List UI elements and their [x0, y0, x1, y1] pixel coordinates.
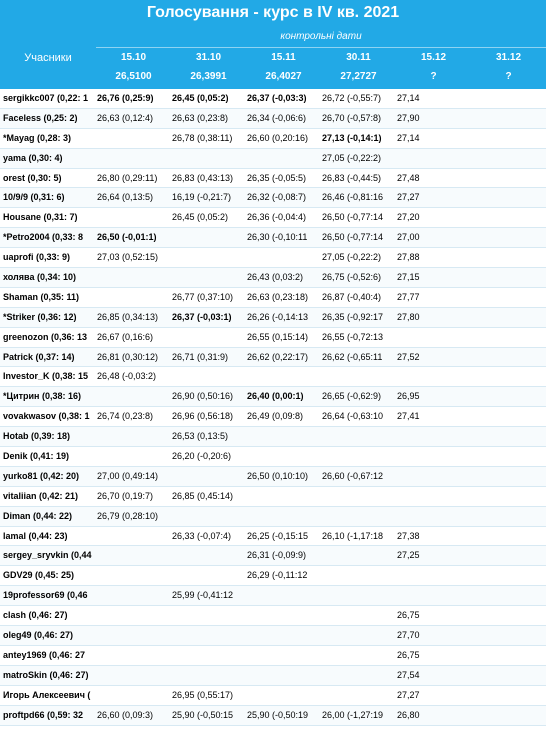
rate-value-3: 26,4027	[265, 71, 302, 82]
forecast-cell-1	[97, 566, 175, 585]
table-row	[0, 228, 546, 248]
forecast-cell-4: 26,62 (-0,65:11	[322, 351, 383, 362]
forecast-cell-2: 26,20 (-0,20:6)	[172, 451, 232, 462]
forecast-cell-5: 26,80	[397, 709, 420, 720]
forecast-cell-5: 27,20	[397, 212, 420, 223]
rate-value-1: 26,5100	[115, 71, 152, 82]
rate-value-5: ?	[430, 71, 437, 82]
forecast-cell-2: 26,45 (0,05:2)	[172, 212, 229, 223]
forecast-cell-4: 26,60 (-0,67:12	[322, 470, 384, 481]
forecast-cell-1	[97, 288, 175, 307]
forecast-cell-5	[397, 447, 437, 466]
participant-name: clash (0,46: 27)	[3, 610, 68, 621]
forecast-cell-2: 26,90 (0,50:16)	[172, 391, 234, 402]
forecast-cell-3	[247, 427, 325, 446]
forecast-cell-5	[397, 427, 437, 446]
forecast-cell-2: 26,95 (0,55:17)	[172, 689, 234, 700]
forecast-cell-4: 27,13 (-0,14:1)	[322, 132, 382, 143]
participant-name: greenozon (0,36: 13	[3, 331, 88, 342]
participant-name: vitaliian (0,42: 21)	[3, 490, 79, 501]
table-row	[0, 546, 546, 566]
forecast-cell-1: 26,80 (0,29:11)	[97, 172, 158, 183]
table-body	[0, 89, 546, 726]
forecast-cell-4: 26,50 (-0,77:14	[322, 212, 384, 223]
forecast-cell-5	[397, 566, 437, 585]
participant-name: antey1969 (0,46: 27	[3, 649, 86, 660]
forecast-cell-3: 26,35 (-0,05:5)	[247, 172, 307, 183]
forecast-cell-4: 26,65 (-0,62:9)	[322, 391, 382, 402]
forecast-cell-1: 26,48 (-0,03:2)	[97, 371, 157, 382]
forecast-cell-5: 27,52	[397, 351, 420, 362]
participants-header: Учасники	[24, 52, 72, 64]
date-header-6: 31.12	[495, 52, 522, 63]
forecast-cell-5: 27,88	[397, 252, 420, 263]
rate-value-4: 27,2727	[340, 71, 377, 82]
table-row	[0, 169, 546, 189]
forecast-cell-5	[397, 586, 437, 605]
forecast-cell-3	[247, 507, 325, 526]
forecast-cell-5: 26,95	[397, 391, 420, 402]
forecast-cell-1	[97, 606, 175, 625]
forecast-cell-5	[397, 467, 437, 486]
table-row	[0, 606, 546, 626]
forecast-cell-3: 26,26 (-0,14:13	[247, 311, 309, 322]
forecast-cell-1: 27,03 (0,52:15)	[97, 252, 159, 263]
forecast-cell-4: 26,75 (-0,52:6)	[322, 272, 382, 283]
forecast-cell-3: 26,37 (-0,03:3)	[247, 93, 307, 103]
participant-name: Игорь Алексеевич (	[3, 689, 91, 700]
participant-name: *Striker (0,36: 12)	[3, 311, 77, 322]
forecast-cell-3: 26,31 (-0,09:9)	[247, 550, 307, 561]
forecast-cell-5: 27,77	[397, 291, 420, 302]
table-row	[0, 487, 546, 507]
forecast-cell-2: 25,99 (-0,41:12	[172, 590, 234, 601]
participant-name: GDV29 (0,45: 25)	[3, 570, 75, 581]
table-row	[0, 109, 546, 129]
forecast-cell-5: 27,80	[397, 311, 420, 322]
forecast-cell-1	[97, 666, 175, 685]
forecast-cell-2	[172, 626, 250, 645]
forecast-cell-4	[322, 686, 400, 705]
participant-name: Shaman (0,35: 11)	[3, 291, 80, 302]
forecast-cell-4: 26,70 (-0,57:8)	[322, 112, 382, 123]
forecast-cell-3: 26,36 (-0,04:4)	[247, 212, 307, 223]
forecast-cell-3	[247, 646, 325, 665]
participant-name: Housane (0,31: 7)	[3, 212, 78, 223]
table-row	[0, 367, 546, 387]
forecast-cell-3	[247, 447, 325, 466]
participant-name: Faceless (0,25: 2)	[3, 112, 78, 123]
participant-name: Hotab (0,39: 18)	[3, 431, 71, 442]
forecast-cell-4: 26,83 (-0,44:5)	[322, 172, 382, 183]
forecast-cell-2: 26,63 (0,23:8)	[172, 112, 229, 123]
header-divider	[96, 47, 546, 48]
forecast-cell-1: 26,79 (0,28:10)	[97, 510, 159, 521]
forecast-cell-1: 26,85 (0,34:13)	[97, 311, 159, 322]
forecast-cell-1: 26,74 (0,23:8)	[97, 411, 154, 422]
forecast-cell-2: 26,53 (0,13:5)	[172, 431, 229, 442]
table-row	[0, 566, 546, 586]
forecast-cell-3: 26,32 (-0,08:7)	[247, 192, 307, 203]
forecast-cell-3: 26,30 (-0,10:11	[247, 232, 308, 243]
forecast-cell-2: 16,19 (-0,21:7)	[172, 192, 232, 203]
forecast-cell-2: 26,83 (0,43:13)	[172, 172, 234, 183]
participant-name: proftpd66 (0,59: 32	[3, 709, 84, 720]
forecast-cell-5: 27,00	[397, 232, 420, 243]
forecast-cell-2	[172, 328, 250, 347]
forecast-cell-5: 27,90	[397, 112, 420, 123]
forecast-cell-2: 26,71 (0,31:9)	[172, 351, 229, 362]
table-row	[0, 89, 546, 109]
forecast-cell-1	[97, 387, 175, 406]
forecast-cell-2: 26,78 (0,38:11)	[172, 132, 233, 143]
forecast-cell-3: 26,43 (0,03:2)	[247, 272, 304, 283]
participant-name: yama (0,30: 4)	[3, 152, 63, 163]
forecast-cell-4	[322, 586, 400, 605]
table-row	[0, 149, 546, 169]
forecast-cell-5	[397, 328, 437, 347]
table-row	[0, 507, 546, 527]
table-row	[0, 328, 546, 348]
participant-name: холява (0,34: 10)	[3, 272, 76, 283]
forecast-cell-3	[247, 626, 325, 645]
table-row	[0, 626, 546, 646]
date-header-5: 15.12	[420, 52, 447, 63]
forecast-cell-1: 26,70 (0,19:7)	[97, 490, 154, 501]
forecast-cell-2	[172, 546, 250, 565]
forecast-cell-1	[97, 268, 175, 287]
forecast-cell-3	[247, 149, 325, 168]
participant-name: Diman (0,44: 22)	[3, 510, 73, 521]
forecast-cell-4: 26,00 (-1,27:19	[322, 709, 384, 720]
forecast-cell-2	[172, 646, 250, 665]
participant-name: Denik (0,41: 19)	[3, 451, 70, 462]
forecast-cell-1: 26,76 (0,25:9)	[97, 93, 154, 103]
table-row	[0, 129, 546, 149]
forecast-cell-4	[322, 606, 400, 625]
participant-name: sergey_sryvkin (0,44	[3, 550, 92, 561]
forecast-cell-1: 26,67 (0,16:6)	[97, 331, 154, 342]
forecast-cell-5: 27,54	[397, 669, 420, 680]
forecast-cell-3	[247, 666, 325, 685]
forecast-cell-5	[397, 487, 437, 506]
forecast-cell-3: 26,50 (0,10:10)	[247, 470, 309, 481]
table-row	[0, 686, 546, 706]
participant-name: oleg49 (0,46: 27)	[3, 630, 74, 641]
table-row	[0, 467, 546, 487]
forecast-cell-3: 26,40 (0,00:1)	[247, 391, 304, 402]
forecast-cell-2	[172, 248, 250, 267]
participant-name: 19professor69 (0,46	[3, 590, 88, 601]
forecast-cell-1	[97, 686, 175, 705]
forecast-cell-2	[172, 467, 250, 486]
forecast-cell-5: 27,15	[397, 272, 420, 283]
table-row	[0, 208, 546, 228]
table-row	[0, 666, 546, 686]
forecast-cell-4	[322, 566, 400, 585]
forecast-cell-5: 27,70	[397, 630, 420, 641]
forecast-cell-2: 26,45 (0,05:2)	[172, 93, 229, 103]
forecast-cell-4	[322, 447, 400, 466]
forecast-cell-5: 27,41	[397, 411, 420, 422]
participant-name: uaprofi (0,33: 9)	[3, 252, 71, 263]
table-row	[0, 646, 546, 666]
date-header-4: 30.11	[346, 52, 371, 63]
forecast-cell-3	[247, 606, 325, 625]
forecast-cell-4	[322, 367, 400, 386]
control-dates-subtitle: контрольні дати	[280, 31, 362, 42]
forecast-cell-4: 27,05 (-0,22:2)	[322, 152, 382, 163]
forecast-cell-3	[247, 686, 325, 705]
forecast-cell-1	[97, 129, 175, 148]
forecast-cell-4: 26,87 (-0,40:4)	[322, 291, 382, 302]
forecast-cell-2	[172, 666, 250, 685]
forecast-cell-1: 26,63 (0,12:4)	[97, 112, 154, 123]
forecast-cell-3: 26,55 (0,15:14)	[247, 331, 309, 342]
forecast-cell-2: 26,77 (0,37:10)	[172, 291, 234, 302]
date-header-2: 31.10	[195, 52, 222, 63]
forecast-cell-4: 26,64 (-0,63:10	[322, 411, 384, 422]
forecast-cell-5: 26,75	[397, 649, 420, 660]
forecast-cell-2: 26,33 (-0,07:4)	[172, 530, 232, 541]
forecast-cell-1: 26,60 (0,09:3)	[97, 709, 154, 720]
forecast-cell-2	[172, 566, 250, 585]
forecast-cell-4	[322, 666, 400, 685]
table-row	[0, 586, 546, 606]
participant-name: *Цитрин (0,38: 16)	[3, 391, 82, 402]
forecast-cell-5: 27,48	[397, 172, 420, 183]
forecast-cell-1	[97, 149, 175, 168]
forecast-cell-2	[172, 228, 250, 247]
forecast-cell-2	[172, 149, 250, 168]
forecast-cell-4	[322, 646, 400, 665]
participant-name: matroSkin (0,46: 27)	[3, 669, 89, 680]
participant-name: orest (0,30: 5)	[3, 172, 62, 183]
forecast-cell-5: 26,75	[397, 610, 420, 621]
forecast-cell-2	[172, 507, 250, 526]
table-row	[0, 268, 546, 288]
forecast-cell-4	[322, 626, 400, 645]
forecast-cell-3	[247, 586, 325, 605]
table-row	[0, 447, 546, 467]
forecast-cell-4	[322, 427, 400, 446]
forecast-cell-3: 26,63 (0,23:18)	[247, 291, 309, 302]
forecast-cell-1	[97, 586, 175, 605]
forecast-cell-5	[397, 149, 437, 168]
table-row	[0, 288, 546, 308]
forecast-cell-1	[97, 527, 175, 546]
forecast-cell-4: 26,35 (-0,92:17	[322, 311, 384, 322]
forecast-cell-4: 26,50 (-0,77:14	[322, 232, 384, 243]
forecast-cell-1	[97, 626, 175, 645]
participant-name: yurko81 (0,42: 20)	[3, 470, 80, 481]
forecast-cell-1	[97, 546, 175, 565]
table-header	[0, 0, 546, 89]
forecast-cell-3	[247, 248, 325, 267]
forecast-cell-4	[322, 546, 400, 565]
forecast-cell-1	[97, 646, 175, 665]
forecast-cell-4: 26,46 (-0,81:16	[322, 192, 384, 203]
forecast-cell-5	[397, 367, 437, 386]
forecast-cell-2: 26,85 (0,45:14)	[172, 490, 234, 501]
forecast-cell-5: 27,14	[397, 132, 420, 143]
table-row	[0, 407, 546, 427]
participant-name: sergikkc007 (0,22: 1	[3, 93, 89, 103]
forecast-cell-3	[247, 367, 325, 386]
forecast-cell-3: 26,49 (0,09:8)	[247, 411, 304, 422]
participant-name: *Petro2004 (0,33: 8	[3, 232, 84, 243]
participant-name: vovakwasov (0,38: 1	[3, 411, 90, 422]
forecast-cell-3: 25,90 (-0,50:19	[247, 709, 309, 720]
forecast-cell-3: 26,60 (0,20:16)	[247, 132, 309, 143]
forecast-cell-5: 27,14	[397, 93, 420, 103]
forecast-cell-4: 26,55 (-0,72:13	[322, 331, 384, 342]
participant-name: *Mayag (0,28: 3)	[3, 132, 72, 143]
forecast-cell-2: 26,96 (0,56:18)	[172, 411, 234, 422]
table-row	[0, 427, 546, 447]
table-row	[0, 188, 546, 208]
participant-name: Patrick (0,37: 14)	[3, 351, 75, 362]
date-header-3: 15.11	[271, 52, 296, 63]
forecast-cell-5	[397, 507, 437, 526]
forecast-cell-3: 26,25 (-0,15:15	[247, 530, 309, 541]
forecast-cell-4	[322, 487, 400, 506]
date-header-1: 15.10	[120, 52, 147, 63]
page-title: Голосування - курс в IV кв. 2021	[146, 4, 400, 21]
forecast-cell-4: 27,05 (-0,22:2)	[322, 252, 382, 263]
forecast-cell-1: 26,50 (-0,01:1)	[97, 232, 157, 243]
forecast-cell-2	[172, 606, 250, 625]
forecast-cell-1	[97, 208, 175, 227]
forecast-cell-3: 26,34 (-0,06:6)	[247, 112, 307, 123]
forecast-cell-1: 27,00 (0,49:14)	[97, 470, 159, 481]
forecast-cell-2	[172, 268, 250, 287]
table-row	[0, 387, 546, 407]
forecast-cell-4	[322, 507, 400, 526]
table-row	[0, 527, 546, 547]
forecast-cell-3: 26,62 (0,22:17)	[247, 351, 309, 362]
forecast-cell-2: 26,37 (-0,03:1)	[172, 311, 232, 322]
forecast-cell-3: 26,29 (-0,11:12	[247, 570, 308, 581]
forecast-cell-4: 26,10 (-1,17:18	[322, 530, 384, 541]
forecast-cell-1	[97, 447, 175, 466]
forecast-cell-2	[172, 367, 250, 386]
forecast-cell-1: 26,81 (0,30:12)	[97, 351, 159, 362]
table-row	[0, 308, 546, 328]
table-row	[0, 706, 546, 726]
forecast-cell-1: 26,64 (0,13:5)	[97, 192, 154, 203]
forecast-cell-5: 27,25	[397, 550, 420, 561]
forecast-cell-5: 27,27	[397, 689, 420, 700]
forecast-cell-1	[97, 427, 175, 446]
forecast-cell-2: 25,90 (-0,50:15	[172, 709, 234, 720]
forecast-cell-5: 27,27	[397, 192, 420, 203]
rate-value-2: 26,3991	[190, 71, 227, 82]
forecast-cell-3	[247, 487, 325, 506]
participant-name: Investor_K (0,38: 15	[3, 371, 89, 382]
forecast-cell-4: 26,72 (-0,55:7)	[322, 93, 382, 103]
table-row	[0, 348, 546, 368]
table-row	[0, 248, 546, 268]
participant-name: 10/9/9 (0,31: 6)	[3, 192, 65, 203]
participant-name: lamal (0,44: 23)	[3, 530, 68, 541]
rate-value-6: ?	[505, 71, 512, 82]
forecast-cell-5: 27,38	[397, 530, 420, 541]
